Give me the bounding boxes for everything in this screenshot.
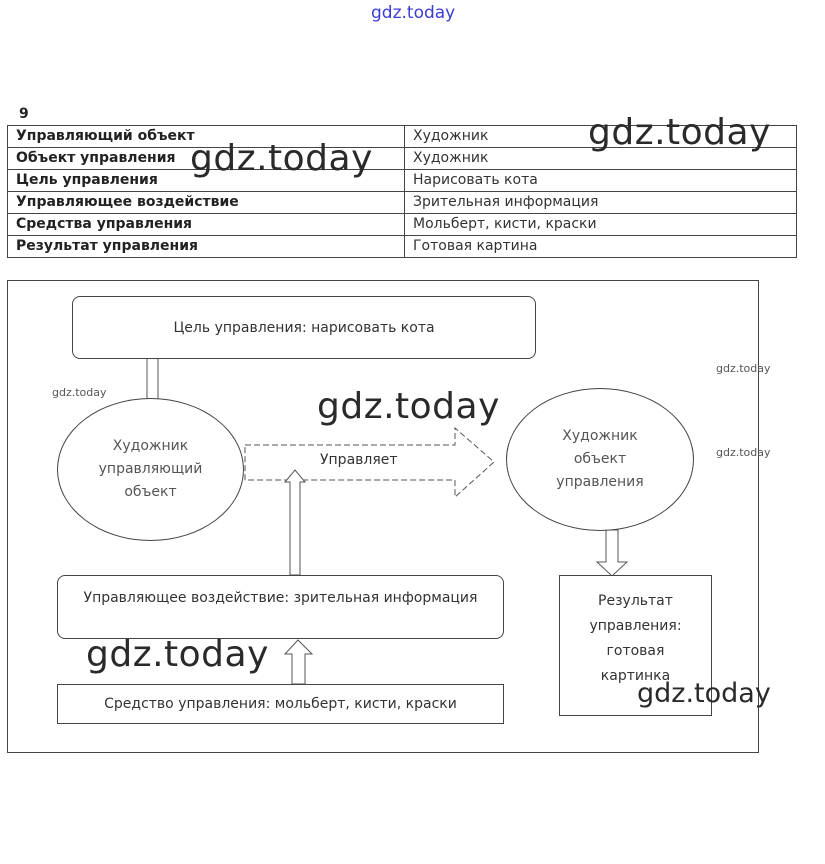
watermark-table-right: gdz.today: [588, 112, 771, 153]
table-value: Нарисовать кота: [405, 170, 797, 192]
watermark-center: gdz.today: [317, 386, 500, 427]
means-box: [57, 684, 504, 724]
controller-line1: Художник: [112, 438, 189, 454]
watermark-small-right-1: gdz.today: [716, 362, 771, 375]
action-box: [57, 575, 504, 639]
arrow-label: Управляет: [320, 452, 398, 468]
table-key: Цель управления: [8, 170, 405, 192]
table-key: Управляющее воздействие: [8, 192, 405, 214]
result-line1: Результат: [598, 593, 673, 609]
watermark-table-left: gdz.today: [190, 138, 373, 179]
arrow-to-result: [597, 530, 627, 576]
table-key: Управляющий объект: [8, 126, 405, 148]
table-key: Результат управления: [8, 236, 405, 258]
table-value: Мольберт, кисти, краски: [405, 214, 797, 236]
result-line4: картинка: [600, 668, 671, 684]
means-text: Средство управления: мольберт, кисти, краски: [104, 696, 457, 712]
result-line2: управления:: [589, 618, 682, 634]
result-line3: готовая: [606, 643, 665, 659]
table-key: Средства управления: [8, 214, 405, 236]
table-value: Зрительная информация: [405, 192, 797, 214]
controller-line3: объект: [124, 484, 177, 500]
controlled-line1: Художник: [562, 428, 638, 444]
controlled-line3: управления: [556, 474, 644, 490]
watermark-small-right-2: gdz.today: [716, 446, 771, 459]
controlled-ellipse: [506, 388, 694, 531]
table-value: Художник: [405, 148, 797, 170]
arrow-means-up: [285, 640, 312, 684]
arrow-action-up: [285, 470, 305, 575]
watermark-bottom-left: gdz.today: [86, 634, 269, 675]
goal-text: Цель управления: нарисовать кота: [173, 319, 435, 336]
watermark-small-left: gdz.today: [52, 386, 107, 399]
watermark-top: gdz.today: [371, 3, 456, 23]
goal-box: [72, 296, 536, 359]
watermark-bottom-right: gdz.today: [637, 678, 771, 709]
table-value: Художник: [405, 126, 797, 148]
table-value: Готовая картина: [405, 236, 797, 258]
controller-ellipse: [57, 398, 244, 541]
table-key: Объект управления: [8, 148, 405, 170]
controller-line2: управляющий: [98, 461, 203, 477]
action-text: Управляющее воздействие: зрительная информация: [83, 590, 478, 606]
controlled-line2: объект: [573, 451, 627, 467]
task-number: 9: [19, 106, 29, 122]
